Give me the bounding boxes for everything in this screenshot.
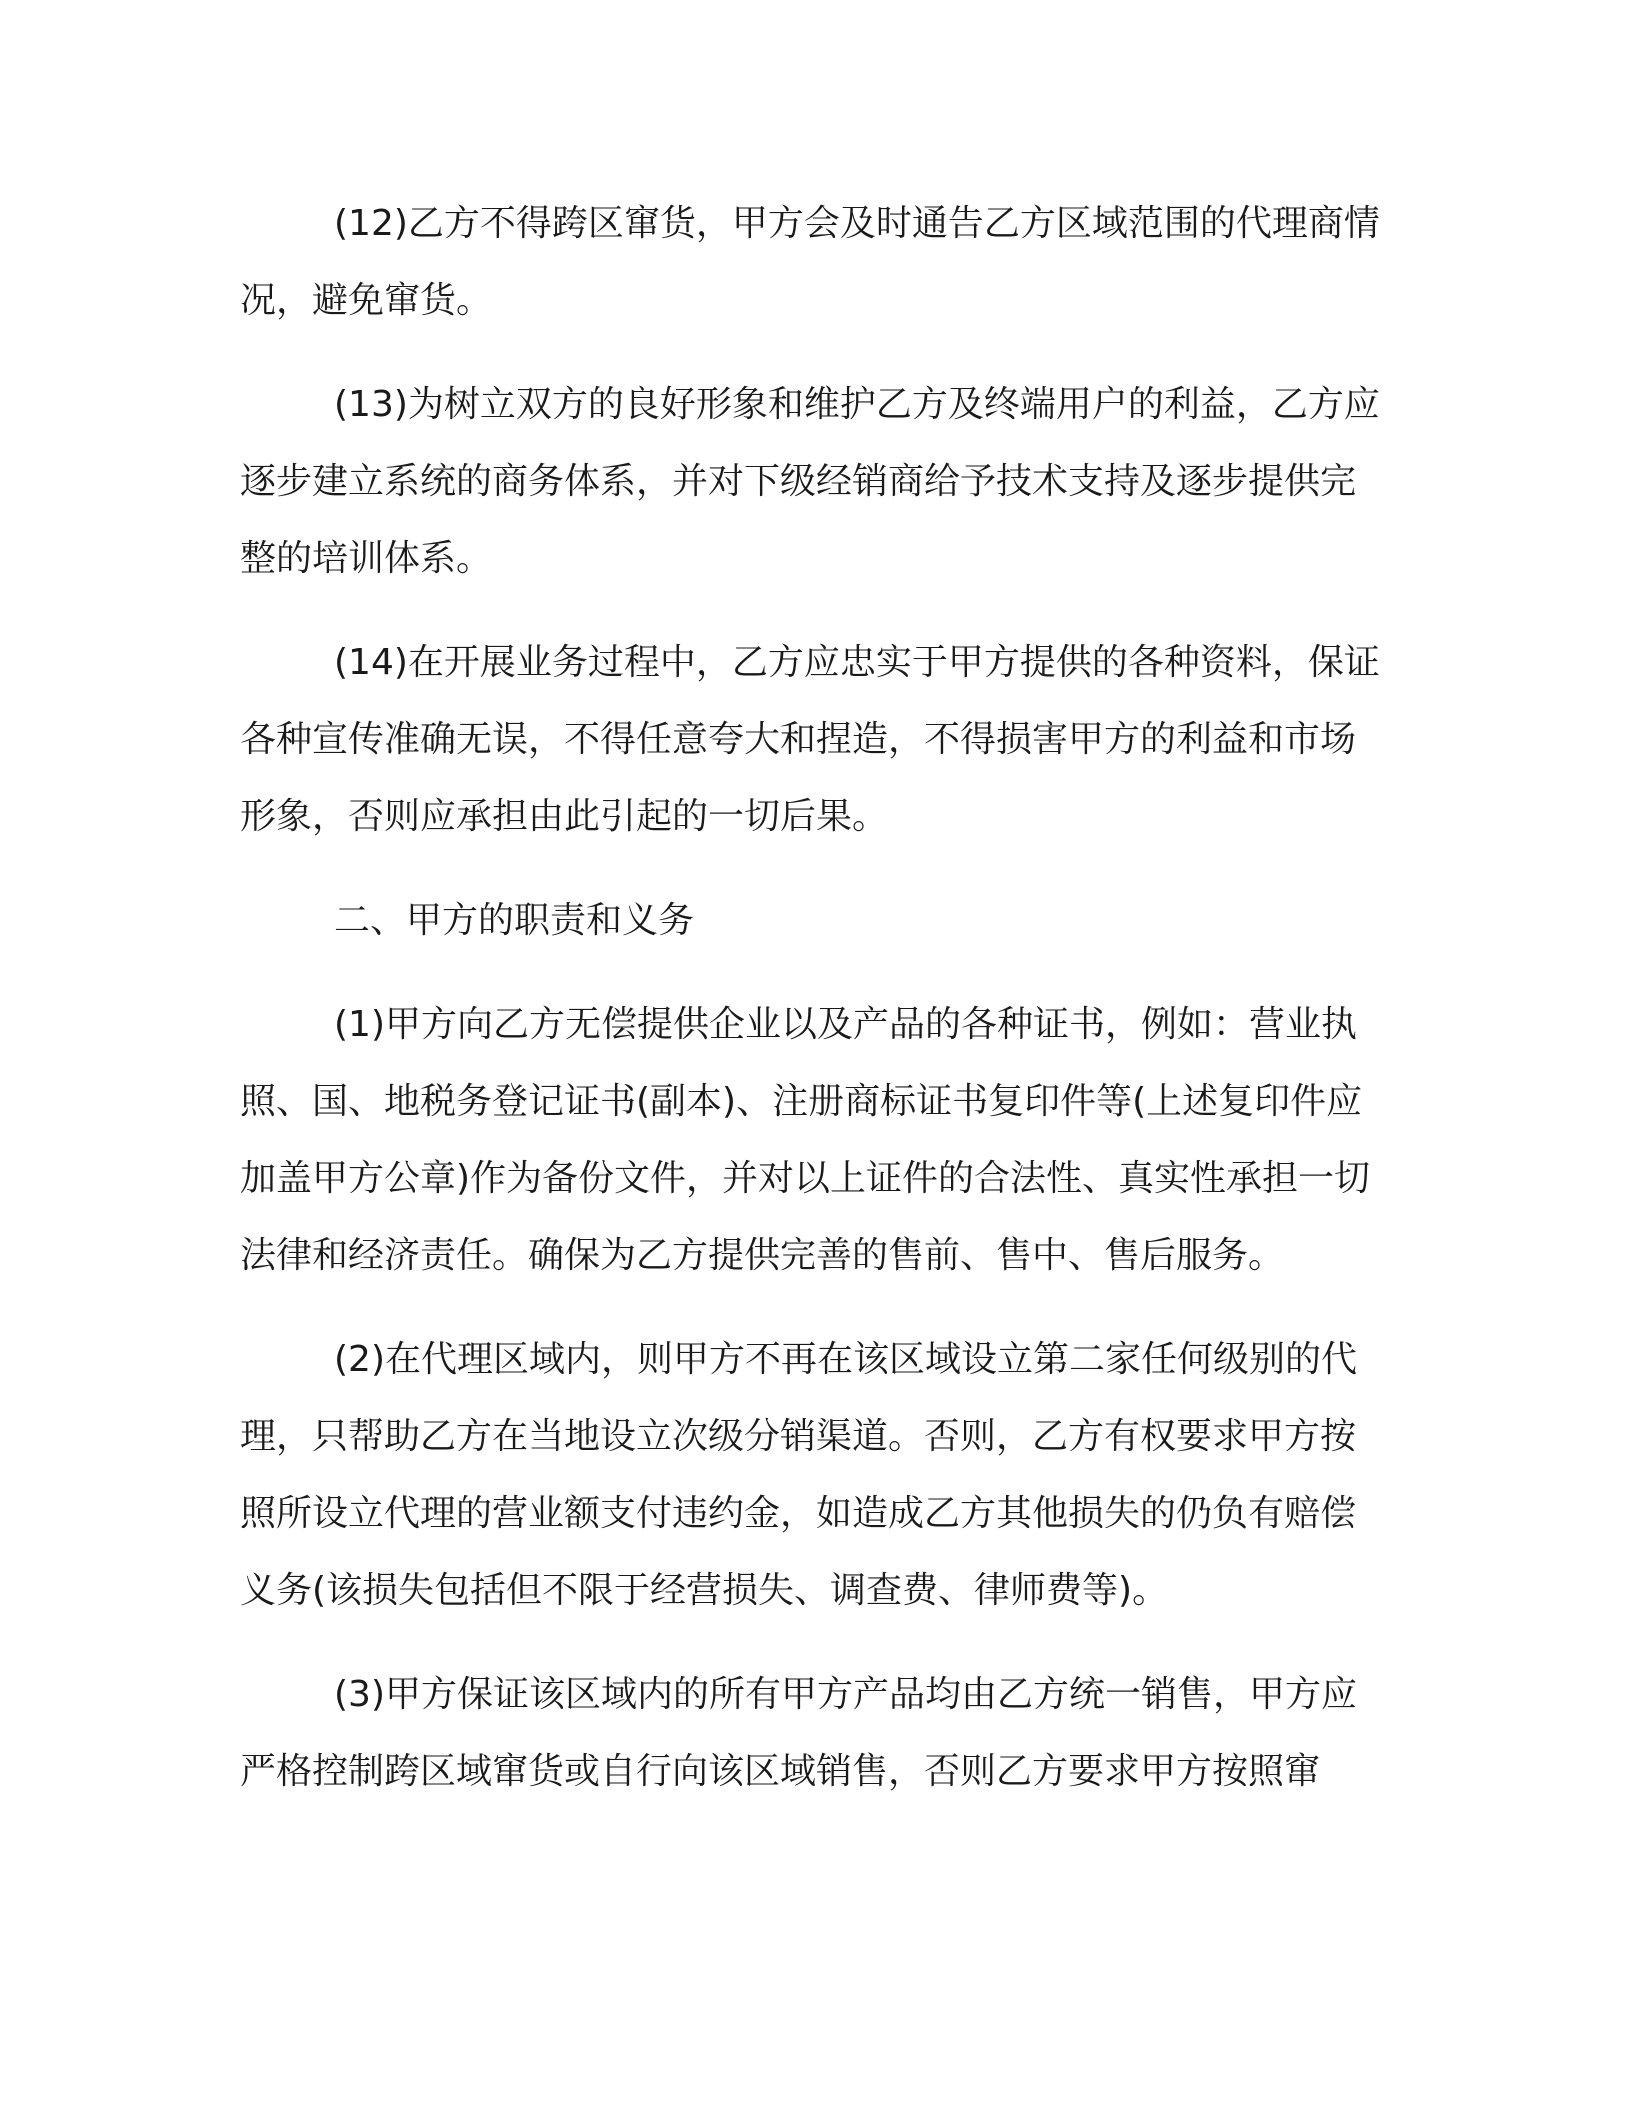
clause-13-paragraph: (13)为树立双方的良好形象和维护乙方及终端用户的利益，乙方应逐步建立系统的商务体系，并对下级经销商给予技术支持及逐步提供完整的培训体系。 xyxy=(240,384,1380,579)
party-a-clause-3-paragraph: (3)甲方保证该区域内的所有甲方产品均由乙方统一销售，甲方应严格控制跨区域窜货或自行向该区域销售，否则乙方要求甲方按照窜 xyxy=(240,1674,1357,1792)
party-a-clause-1-paragraph: (1)甲方向乙方无偿提供企业以及产品的各种证书，例如：营业执照、国、地税务登记证书(副本)、注册商标证书复印件等(上述复印件应加盖甲方公章)作为备份文件，并对以上证件的合法性、真实性承担一切法律和经济责任。确保为乙方提供完善的售前、售中、售后服务。 xyxy=(240,1004,1371,1276)
clause-14-paragraph: (14)在开展业务过程中，乙方应忠实于甲方提供的各种资料，保证各种宣传准确无误，不得任意夸大和捏造，不得损害甲方的利益和市场形象，否则应承担由此引起的一切后果。 xyxy=(240,642,1380,837)
document-body xyxy=(240,185,1390,1837)
party-a-clause-2-paragraph: (2)在代理区域内，则甲方不再在该区域设立第二家任何级别的代理，只帮助乙方在当地设立次级分销渠道。否则，乙方有权要求甲方按照所设立代理的营业额支付违约金，如造成乙方其他损失的仍负有赔偿义务(该损失包括但不限于经营损失、调查费、律师费等)。 xyxy=(240,1339,1357,1611)
section-heading: 二、甲方的职责和义务 xyxy=(334,900,695,941)
clause-12-paragraph: (12)乙方不得跨区窜货，甲方会及时通告乙方区域范围的代理商情况，避免窜货。 xyxy=(240,203,1380,321)
